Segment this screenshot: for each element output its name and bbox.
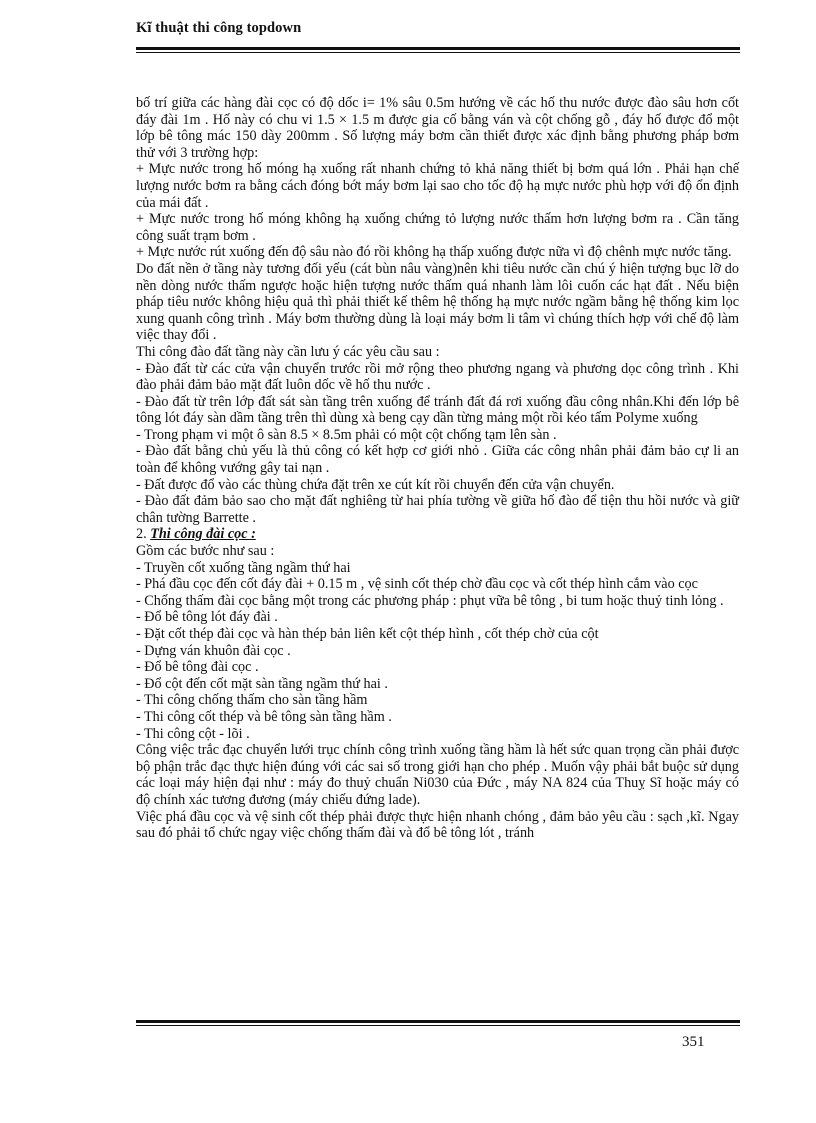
step-item: - Đổ bê tông lót đáy đài .: [136, 609, 278, 626]
section-number: 2.: [136, 526, 151, 543]
section-intro: Gồm các bước như sau :: [136, 543, 275, 560]
step-item: - Chống thấm đài cọc bằng một trong các phương pháp : phụt vữa bê tông , bi tum hoặc thuỷ tinh lỏng .: [136, 592, 724, 609]
paragraph: Việc phá đầu cọc và vệ sinh cốt thép phải được thực hiện nhanh chóng , đảm bảo yêu cầu : sạch ,kĩ. Ngay sau đó phải tổ chức ngay việc chống thấm đài và đổ bê tông lót , tránh: [136, 808, 739, 842]
step-item: - Đổ cột đến cốt mặt sàn tầng ngầm thứ hai .: [136, 675, 388, 692]
step-item: - Thi công cốt thép và bê tông sàn tầng hầm .: [136, 708, 392, 725]
step-item: - Đổ bê tông đài cọc .: [136, 659, 259, 676]
step-item: - Thi công cột - lõi .: [136, 725, 250, 742]
paragraph: Công việc trắc đạc chuyển lưới trục chính công trình xuống tầng hầm là hết sức quan trọng cần phải được bộ phận trắc đạc thực hiện đúng với các sai số trong giới hạn cho phép . Muốn vậy phải bắt buộc sử dụng các loại máy hiện đại như : máy đo thuỷ chuẩn Ni030 của Đức , máy NA 824 của Thuỵ Sĩ hoặc máy có độ chính xác tương đương (máy chiếu đứng lade).: [136, 742, 739, 808]
step-item: - Đặt cốt thép đài cọc và hàn thép bản liên kết cột thép hình , cốt thép chờ của cột: [136, 626, 599, 642]
footer-rule-thin: [136, 1025, 740, 1026]
step-item: - Thi công chống thấm cho sàn tầng hầm: [136, 692, 368, 709]
footer-rule-thick: [136, 1020, 740, 1023]
page-number: 351: [682, 1034, 705, 1050]
header-rule-thick: [136, 47, 740, 50]
list-item: - Đào đất từ các cửa vận chuyển trước rồi mở rộng theo phương ngang và phương dọc công trình . Khi đào phải đảm bảo mặt đất luôn dốc về hố thu nước .: [136, 360, 739, 394]
header-title: Kĩ thuật thi công topdown: [136, 20, 302, 36]
paragraph: bố trí giữa các hàng đài cọc có độ dốc i= 1% sâu 0.5m hướng về các hố thu nước được đào sâu hơn cốt đáy đài 1m . Hố này có chu vi 1.5 × 1.5 m được gia cố bằng ván và cột chống gỗ , đáy hố được đổ một lớp bê tông mác 150 dày 200mm . Số lượng máy bơm cần thiết được xác định bằng phương pháp bơm thử với 3 trường hợp:: [136, 95, 739, 161]
paragraph: Do đất nền ở tầng này tương đối yếu (cát bùn nâu vàng)nên khi tiêu nước cần chú ý hiện tượng bục lỡ do nền dòng nước thấm ngược hoặc hiện tượng nước thấm quá nhanh làm lôi cuốn các hạt đất . Nếu biện pháp tiêu nước không hiệu quả thì phải thiết kế thêm hệ thống hạ mực nước ngầm bằng hệ thống kim lọc xung quanh công trình . Máy bơm thường dùng là loại máy bơm li tâm vì chúng thích hợp với chế độ làm việc thay đổi .: [136, 260, 739, 344]
section-heading: [136, 526, 739, 543]
section-title: Thi công đài cọc :: [150, 526, 256, 543]
list-item: - Đất được đổ vào các thùng chứa đặt trên xe cút kít rồi chuyển đến cửa vận chuyển.: [136, 476, 615, 493]
paragraph: + Mực nước rút xuống đến độ sâu nào đó rồi không hạ thấp xuống được nữa vì độ chênh mực nước tăng.: [136, 244, 732, 261]
header-rule-thin: [136, 52, 740, 53]
body-text: [136, 95, 739, 842]
step-item: - Phá đầu cọc đến cốt đáy đài + 0.15 m , vệ sinh cốt thép chờ đầu cọc và cốt thép hình cắm vào cọc: [136, 576, 698, 593]
step-item: - Dựng ván khuôn đài cọc .: [136, 642, 291, 659]
paragraph: + Mực nước trong hố móng hạ xuống rất nhanh chứng tỏ khả năng thiết bị bơm quá lớn . Phải hạn chế lượng nước bơm ra bằng cách đóng bớt máy bơm lại sao cho tốc độ hạ mực nước phù hợp với độ ổn định của mái đất .: [136, 161, 739, 211]
paragraph: + Mực nước trong hố móng không hạ xuống chứng tỏ lượng nước thấm hơn lượng bơm ra . Cần tăng công suất trạm bơm .: [136, 211, 739, 244]
list-item: - Trong phạm vi một ô sàn 8.5 × 8.5m phải có một cột chống tạm lên sàn .: [136, 426, 557, 443]
step-item: - Truyền cốt xuống tầng ngầm thứ hai: [136, 559, 351, 576]
paragraph: Thi công đào đất tầng này cần lưu ý các yêu cầu sau :: [136, 343, 440, 360]
list-item: - Đào đất đảm bảo sao cho mặt đất nghiêng từ hai phía tường về giữa hố đào để tiện thu hồi nước và giữ chân tường Barrette .: [136, 493, 739, 526]
list-item: - Đào đất bằng chủ yếu là thủ công có kết hợp cơ giới nhỏ . Giữa các công nhân phải đảm bảo cự li an toàn để không vướng gây tai nạn .: [136, 443, 739, 477]
list-item: - Đào đất từ trên lớp đất sát sàn tầng trên xuống để tránh đất đá rơi xuống đầu công nhân.Khi đến lớp bê tông lót đáy sàn dầm tầng trên thì dùng xà beng cạy dần từng mảng một rồi kéo tấm Polyme xuống: [136, 393, 739, 427]
